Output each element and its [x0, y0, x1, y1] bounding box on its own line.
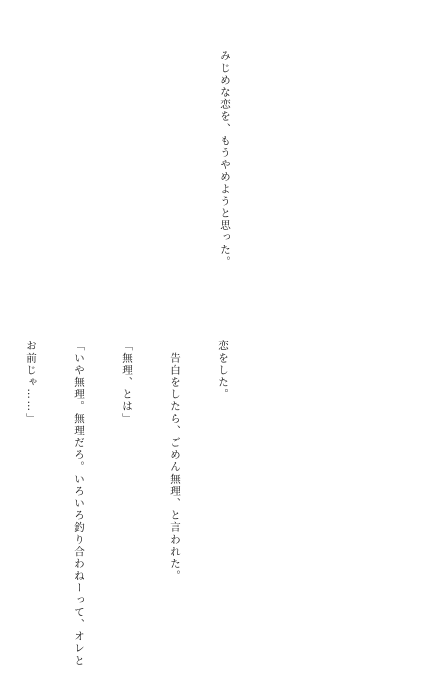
body-text	[0, 340, 263, 679]
body-line: 「無理、とは」	[121, 340, 133, 425]
body-line: お前じゃ……」	[25, 340, 37, 425]
body-line: 告白をしたら、ごめん無理、と言われた。	[169, 340, 181, 582]
body-line: 「いや無理。無理だろ。いろいろ釣り合わねーって、オレと	[73, 340, 85, 667]
body-line: 恋をした。	[217, 340, 229, 401]
chapter-title: みじめな恋を、もうやめようと思った。	[219, 50, 231, 268]
